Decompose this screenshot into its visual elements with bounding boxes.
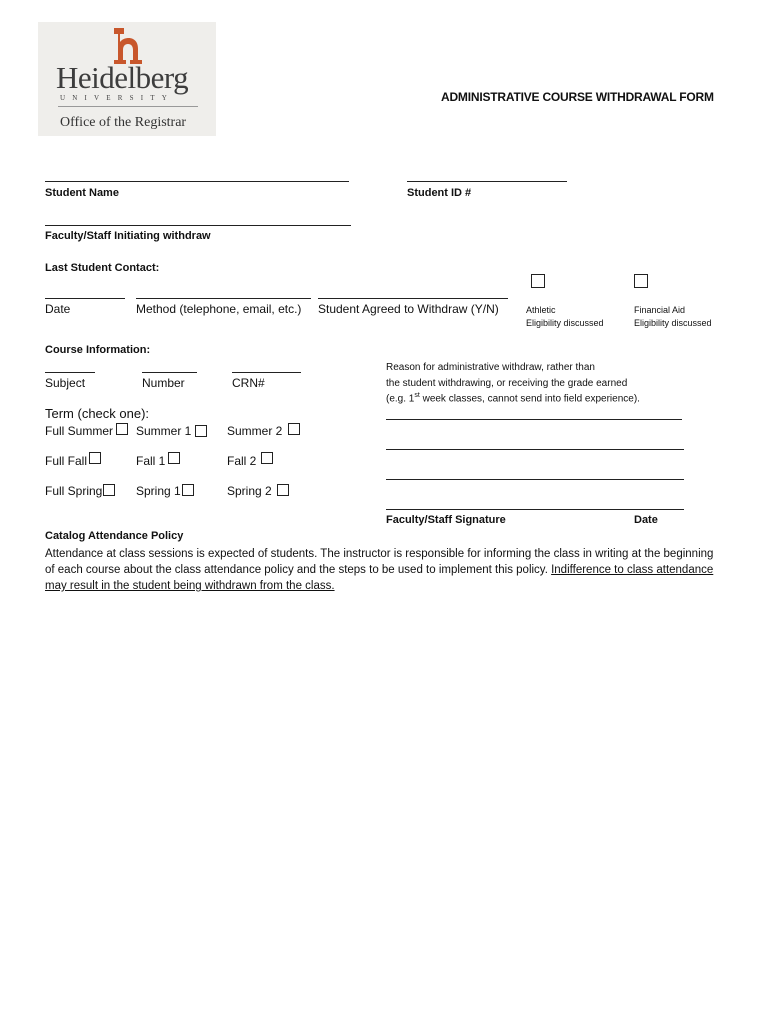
student-agreed-label: Student Agreed to Withdraw (Y/N) bbox=[318, 302, 499, 316]
number-field[interactable] bbox=[142, 372, 197, 373]
contact-method-field[interactable] bbox=[136, 298, 311, 299]
subject-field[interactable] bbox=[45, 372, 95, 373]
full-spring-label: Full Spring bbox=[45, 484, 103, 498]
course-info-label: Course Information: bbox=[45, 344, 151, 356]
faculty-signature-label: Faculty/Staff Signature bbox=[386, 514, 506, 526]
spring2-checkbox[interactable] bbox=[277, 484, 289, 496]
summer1-label: Summer 1 bbox=[136, 424, 192, 438]
student-id-label: Student ID # bbox=[407, 187, 472, 199]
contact-method-label: Method (telephone, email, etc.) bbox=[136, 302, 302, 316]
logo-divider bbox=[58, 106, 198, 107]
policy-body: Attendance at class sessions is expected of students. The instructor is responsible for informing the class in writing at the beginning of each course about the class attendance policy and the steps to be used to implement this policy. bbox=[45, 548, 714, 576]
signature-date-label: Date bbox=[634, 514, 658, 526]
full-summer-label: Full Summer bbox=[45, 424, 114, 438]
reason-field-3[interactable] bbox=[386, 479, 684, 480]
reason-field-2[interactable] bbox=[386, 449, 684, 450]
financial-aid-label-2: Eligibility discussed bbox=[634, 318, 712, 328]
logo-office: Office of the Registrar bbox=[60, 115, 187, 130]
student-id-field[interactable] bbox=[407, 181, 567, 182]
faculty-initiating-label: Faculty/Staff Initiating withdraw bbox=[45, 230, 211, 242]
last-contact-label: Last Student Contact: bbox=[45, 262, 160, 274]
crn-field[interactable] bbox=[232, 372, 301, 373]
policy-heading: Catalog Attendance Policy bbox=[45, 530, 184, 542]
full-spring-checkbox[interactable] bbox=[103, 484, 115, 496]
spring2-label: Spring 2 bbox=[227, 484, 272, 498]
crn-label: CRN# bbox=[232, 376, 265, 390]
reason-line-2: the student withdrawing, or receiving the grade earned bbox=[386, 378, 628, 389]
fall2-label: Fall 2 bbox=[227, 454, 257, 468]
form-title: ADMINISTRATIVE COURSE WITHDRAWAL FORM bbox=[441, 90, 714, 104]
student-name-field[interactable] bbox=[45, 181, 349, 182]
reason-line-1: Reason for administrative withdraw, rather than bbox=[386, 362, 595, 373]
full-fall-label: Full Fall bbox=[45, 454, 88, 468]
athletic-checkbox[interactable] bbox=[531, 274, 545, 288]
student-name-label: Student Name bbox=[45, 187, 119, 199]
number-label: Number bbox=[142, 376, 185, 390]
reason-field-1[interactable] bbox=[386, 419, 682, 420]
student-agreed-field[interactable] bbox=[318, 298, 508, 299]
financial-aid-checkbox[interactable] bbox=[634, 274, 648, 288]
university-logo bbox=[38, 22, 216, 136]
term-label: Term (check one): bbox=[45, 406, 150, 421]
subject-label: Subject bbox=[45, 376, 86, 390]
policy-text bbox=[45, 546, 725, 594]
financial-aid-label-1: Financial Aid bbox=[634, 305, 686, 315]
fall1-checkbox[interactable] bbox=[168, 452, 180, 464]
athletic-label-1: Athletic bbox=[526, 305, 556, 315]
summer1-checkbox[interactable] bbox=[195, 425, 207, 437]
faculty-initiating-field[interactable] bbox=[45, 225, 351, 226]
athletic-label-2: Eligibility discussed bbox=[526, 318, 604, 328]
policy-underlined: Indifference to class attendance may result in the student being withdrawn from the class. bbox=[45, 564, 714, 592]
fall1-label: Fall 1 bbox=[136, 454, 166, 468]
full-fall-checkbox[interactable] bbox=[89, 452, 101, 464]
contact-date-label: Date bbox=[45, 302, 71, 316]
spring1-checkbox[interactable] bbox=[182, 484, 194, 496]
summer2-checkbox[interactable] bbox=[288, 423, 300, 435]
logo-university: UNIVERSITY bbox=[60, 94, 174, 102]
logo-name: Heidelberg bbox=[56, 60, 189, 95]
fall2-checkbox[interactable] bbox=[261, 452, 273, 464]
summer2-label: Summer 2 bbox=[227, 424, 283, 438]
signature-field[interactable] bbox=[386, 509, 684, 510]
spring1-label: Spring 1 bbox=[136, 484, 181, 498]
reason-line-3: (e.g. 1st week classes, cannot send into field experience). bbox=[386, 392, 640, 405]
heidelberg-emblem-icon bbox=[110, 26, 146, 64]
full-summer-checkbox[interactable] bbox=[116, 423, 128, 435]
contact-date-field[interactable] bbox=[45, 298, 125, 299]
